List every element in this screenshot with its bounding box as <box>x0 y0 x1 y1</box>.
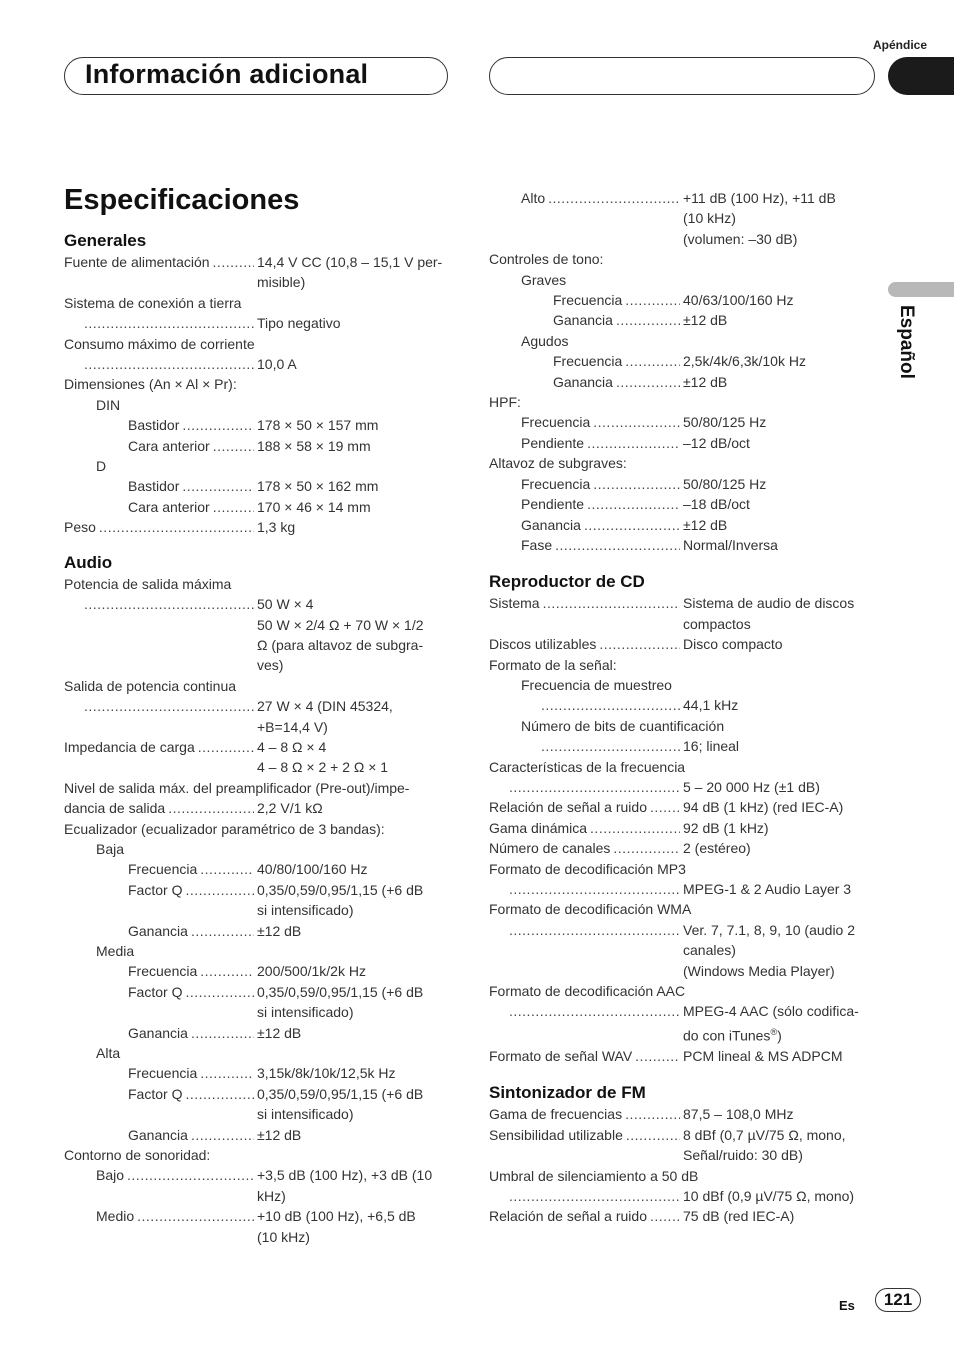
section-heading-fm: Sintonizador de FM <box>489 1083 646 1103</box>
spec-row <box>64 313 454 333</box>
language-label: Español <box>896 305 917 379</box>
spec-value: 50/80/125 Hz <box>683 414 767 431</box>
spec-row <box>64 1023 454 1043</box>
spec-row <box>489 777 879 797</box>
spec-label: Bajo <box>96 1167 125 1184</box>
spec-label: Ganancia <box>521 516 581 533</box>
spec-label: Factor Q <box>128 1085 183 1102</box>
page-number: 121 <box>875 1288 921 1312</box>
spec-label: Frecuencia <box>128 1065 198 1082</box>
spec-label: Formato de señal WAV <box>489 1047 633 1064</box>
spec-label: Ecualizador (ecualizador paramétrico de 3 bandas): <box>64 820 385 837</box>
right-column <box>489 188 879 1227</box>
language-code: Es <box>839 1298 855 1313</box>
spec-row <box>64 696 454 737</box>
spec-label: Formato de la señal: <box>489 656 617 673</box>
spec-label: Controles de tono: <box>489 251 604 268</box>
spec-row <box>489 188 879 249</box>
spec-value: 0,35/0,59/0,95/1,15 (+6 dB si intensificado) <box>257 1085 424 1123</box>
spec-value: ±12 dB <box>257 1126 302 1143</box>
spec-label: Sistema de conexión a tierra <box>64 294 242 311</box>
spec-sublabel: DIN <box>96 396 121 413</box>
spec-value: +3,5 dB (100 Hz), +3 dB (10 kHz) <box>257 1167 433 1204</box>
spec-value: 10 dBf (0,9 µV/75 Ω, mono) <box>683 1187 855 1204</box>
spec-value: Disco compacto <box>683 636 783 653</box>
spec-label: Impedancia de carga <box>64 738 195 755</box>
spec-label: Contorno de sonoridad: <box>64 1147 211 1164</box>
spec-row <box>64 880 454 921</box>
spec-row <box>64 354 454 374</box>
spec-row <box>489 1206 879 1226</box>
spec-value: 10,0 A <box>257 356 297 373</box>
section-title: Información adicional <box>85 59 369 89</box>
spec-sublabel: Media <box>96 943 135 959</box>
spec-label: Discos utilizables <box>489 636 597 653</box>
spec-row <box>489 474 879 494</box>
spec-value: 92 dB (1 kHz) <box>683 819 769 836</box>
spec-row <box>489 310 879 330</box>
spec-value: 188 × 58 × 19 mm <box>257 437 371 454</box>
spec-row <box>64 594 454 676</box>
spec-row <box>64 1206 454 1247</box>
spec-row <box>489 634 879 654</box>
spec-label: Ganancia <box>128 922 188 939</box>
spec-label: Formato de decodificación AAC <box>489 983 686 1000</box>
spec-value: 50 W × 4 50 W × 2/4 Ω + 70 W × 1/2 Ω (para altavoz de subgra- ves) <box>257 596 424 674</box>
spec-row <box>64 961 454 981</box>
spec-value: +10 dB (100 Hz), +6,5 dB (10 kHz) <box>257 1208 416 1245</box>
spec-value: 200/500/1k/2k Hz <box>257 963 366 980</box>
spec-row <box>489 351 879 371</box>
spec-label: Ganancia <box>553 373 613 390</box>
spec-row <box>489 1186 879 1206</box>
spec-row <box>64 1063 454 1083</box>
spec-value: Tipo negativo <box>257 315 341 332</box>
spec-row <box>64 497 454 517</box>
spec-label: Medio <box>96 1208 135 1225</box>
spec-value: –18 dB/oct <box>683 496 750 513</box>
spec-row <box>489 879 879 899</box>
spec-row <box>64 1084 454 1125</box>
spec-label: Nivel de salida máx. del preamplificador (Pre-out)/impe- <box>64 779 410 796</box>
spec-label: Sistema <box>489 595 540 612</box>
spec-row <box>489 593 879 634</box>
spec-value: 178 × 50 × 157 mm <box>257 417 379 434</box>
section-heading-cd: Reproductor de CD <box>489 572 645 592</box>
spec-row <box>64 921 454 941</box>
appendix-label: Apéndice <box>872 38 927 52</box>
spec-value: 178 × 50 × 162 mm <box>257 478 379 495</box>
spec-sublabel: Frecuencia de muestreo <box>521 676 672 693</box>
spec-value: 0,35/0,59/0,95/1,15 (+6 dB si intensificado) <box>257 881 424 919</box>
spec-label: dancia de salida <box>64 800 166 817</box>
spec-value: –12 dB/oct <box>683 434 750 451</box>
spec-row <box>489 290 879 310</box>
spec-row <box>64 476 454 496</box>
spec-label: Sensibilidad utilizable <box>489 1126 623 1143</box>
spec-row <box>489 433 879 453</box>
spec-label: Peso <box>64 519 96 536</box>
spec-value: Sistema de audio de discos compactos <box>683 595 855 632</box>
spec-label: Frecuencia <box>553 292 623 309</box>
spec-value: 0,35/0,59/0,95/1,15 (+6 dB si intensificado) <box>257 983 424 1021</box>
section-heading-generales: Generales <box>64 231 147 250</box>
spec-label: Gama dinámica <box>489 819 588 836</box>
spec-row <box>489 1046 879 1066</box>
spec-row <box>489 818 879 838</box>
spec-label: Altavoz de subgraves: <box>489 455 627 472</box>
spec-label: Dimensiones (An × Al × Pr): <box>64 376 237 393</box>
spec-label: Frecuencia <box>521 475 591 492</box>
spec-value: MPEG-1 & 2 Audio Layer 3 <box>683 881 852 897</box>
spec-row <box>489 494 879 514</box>
spec-value: 4 – 8 Ω × 4 4 – 8 Ω × 2 + 2 Ω × 1 <box>257 738 389 776</box>
spec-row <box>64 737 454 778</box>
spec-row <box>489 838 879 858</box>
spec-sublabel: D <box>96 458 107 475</box>
spec-label: Fase <box>521 536 553 553</box>
spec-label: Ganancia <box>553 312 613 329</box>
header-pill-empty <box>489 57 875 95</box>
spec-row <box>64 1165 454 1206</box>
spec-value: 16; lineal <box>683 738 740 755</box>
language-tab <box>888 282 954 297</box>
spec-row <box>489 695 879 715</box>
spec-value: 27 W × 4 (DIN 45324, +B=14,4 V) <box>257 698 393 735</box>
spec-value: 3,15k/8k/10k/12,5k Hz <box>257 1065 396 1082</box>
spec-value: Normal/Inversa <box>683 536 778 553</box>
spec-value: 75 dB (red IEC-A) <box>683 1208 795 1225</box>
spec-value: ±12 dB <box>683 516 728 533</box>
spec-value: 170 × 46 × 14 mm <box>257 498 371 515</box>
spec-label: Relación de señal a ruido <box>489 799 647 816</box>
spec-row <box>64 252 454 293</box>
spec-value: 40/80/100/160 Hz <box>257 861 368 878</box>
spec-value: 44,1 kHz <box>683 697 739 714</box>
spec-label: Pendiente <box>521 496 585 513</box>
spec-row <box>64 415 454 435</box>
spec-value: 94 dB (1 kHz) (red IEC-A) <box>683 799 844 816</box>
spec-sublabel: Agudos <box>521 332 569 349</box>
spec-label: Características de la frecuencia <box>489 758 686 775</box>
spec-value: ±12 dB <box>683 312 728 329</box>
spec-label: Gama de frecuencias <box>489 1106 623 1123</box>
chapter-tab <box>888 57 954 95</box>
spec-label: Número de canales <box>489 840 611 857</box>
spec-value: 14,4 V CC (10,8 – 15,1 V per- misible) <box>257 254 443 291</box>
spec-label: Ganancia <box>128 1024 188 1041</box>
spec-label: Frecuencia <box>521 414 591 431</box>
spec-label: Factor Q <box>128 983 183 1000</box>
spec-row <box>489 797 879 817</box>
spec-label: Formato de decodificación MP3 <box>489 860 686 877</box>
spec-row <box>489 535 879 555</box>
spec-value: 87,5 – 108,0 MHz <box>683 1106 794 1123</box>
spec-label: Potencia de salida máxima <box>64 575 232 592</box>
spec-row <box>489 736 879 756</box>
spec-row <box>64 1125 454 1145</box>
spec-sublabel: Alta <box>96 1045 121 1062</box>
spec-label: Fuente de alimentación <box>64 254 210 270</box>
page-title: Especificaciones <box>64 184 300 216</box>
spec-label: HPF: <box>489 394 521 411</box>
spec-value: MPEG-4 AAC (sólo codifica- do con iTunes®) <box>683 1003 859 1044</box>
spec-label: Relación de señal a ruido <box>489 1208 647 1225</box>
spec-row <box>64 982 454 1023</box>
spec-value: 2,2 V/1 kΩ <box>257 800 323 817</box>
spec-label: Frecuencia <box>128 963 198 980</box>
spec-label: Pendiente <box>521 434 585 451</box>
spec-label: Umbral de silenciamiento a 50 dB <box>489 1167 699 1184</box>
spec-row <box>489 1001 879 1045</box>
spec-row <box>489 412 879 432</box>
spec-value: ±12 dB <box>257 922 302 939</box>
spec-label: Bastidor <box>128 417 180 434</box>
spec-value: ±12 dB <box>683 373 728 390</box>
section-heading-audio: Audio <box>64 552 113 572</box>
section-title-pill <box>64 57 448 95</box>
spec-label: Frecuencia <box>553 353 623 370</box>
spec-sublabel: Número de bits de cuantificación <box>521 717 725 734</box>
spec-sublabel: Baja <box>96 840 125 857</box>
spec-label: Cara anterior <box>128 437 210 454</box>
spec-value: 2,5k/4k/6,3k/10k Hz <box>683 353 806 370</box>
spec-value: 1,3 kg <box>257 519 296 536</box>
spec-value: 5 – 20 000 Hz (±1 dB) <box>683 778 820 795</box>
spec-value: PCM lineal & MS ADPCM <box>683 1047 843 1064</box>
spec-row <box>489 515 879 535</box>
spec-row <box>489 920 879 981</box>
spec-label: Frecuencia <box>128 861 198 878</box>
spec-row <box>489 372 879 392</box>
left-column <box>64 230 454 1247</box>
spec-value: 50/80/125 Hz <box>683 475 767 492</box>
spec-row <box>489 1104 879 1124</box>
spec-value: +11 dB (100 Hz), +11 dB (10 kHz) (volumen: –30 dB) <box>683 190 836 247</box>
spec-row <box>64 798 454 818</box>
spec-row <box>489 1125 879 1166</box>
spec-value: 8 dBf (0,7 µV/75 Ω, mono, Señal/ruido: 30 dB) <box>683 1126 846 1164</box>
spec-row <box>64 517 454 537</box>
spec-row <box>64 436 454 456</box>
spec-value: ±12 dB <box>257 1024 302 1041</box>
spec-label: Alto <box>521 190 546 206</box>
spec-value: 40/63/100/160 Hz <box>683 292 794 309</box>
spec-label: Factor Q <box>128 881 183 898</box>
spec-row <box>64 859 454 879</box>
spec-sublabel: Graves <box>521 271 567 288</box>
spec-label: Ganancia <box>128 1126 188 1143</box>
spec-label: Formato de decodificación WMA <box>489 901 692 918</box>
spec-value: 2 (estéreo) <box>683 840 751 857</box>
spec-label: Consumo máximo de corriente <box>64 335 255 352</box>
spec-label: Bastidor <box>128 478 180 495</box>
spec-value: Ver. 7, 7.1, 8, 9, 10 (audio 2 canales) (Windows Media Player) <box>683 921 856 979</box>
spec-label: Cara anterior <box>128 498 210 515</box>
spec-label: Salida de potencia continua <box>64 677 237 694</box>
